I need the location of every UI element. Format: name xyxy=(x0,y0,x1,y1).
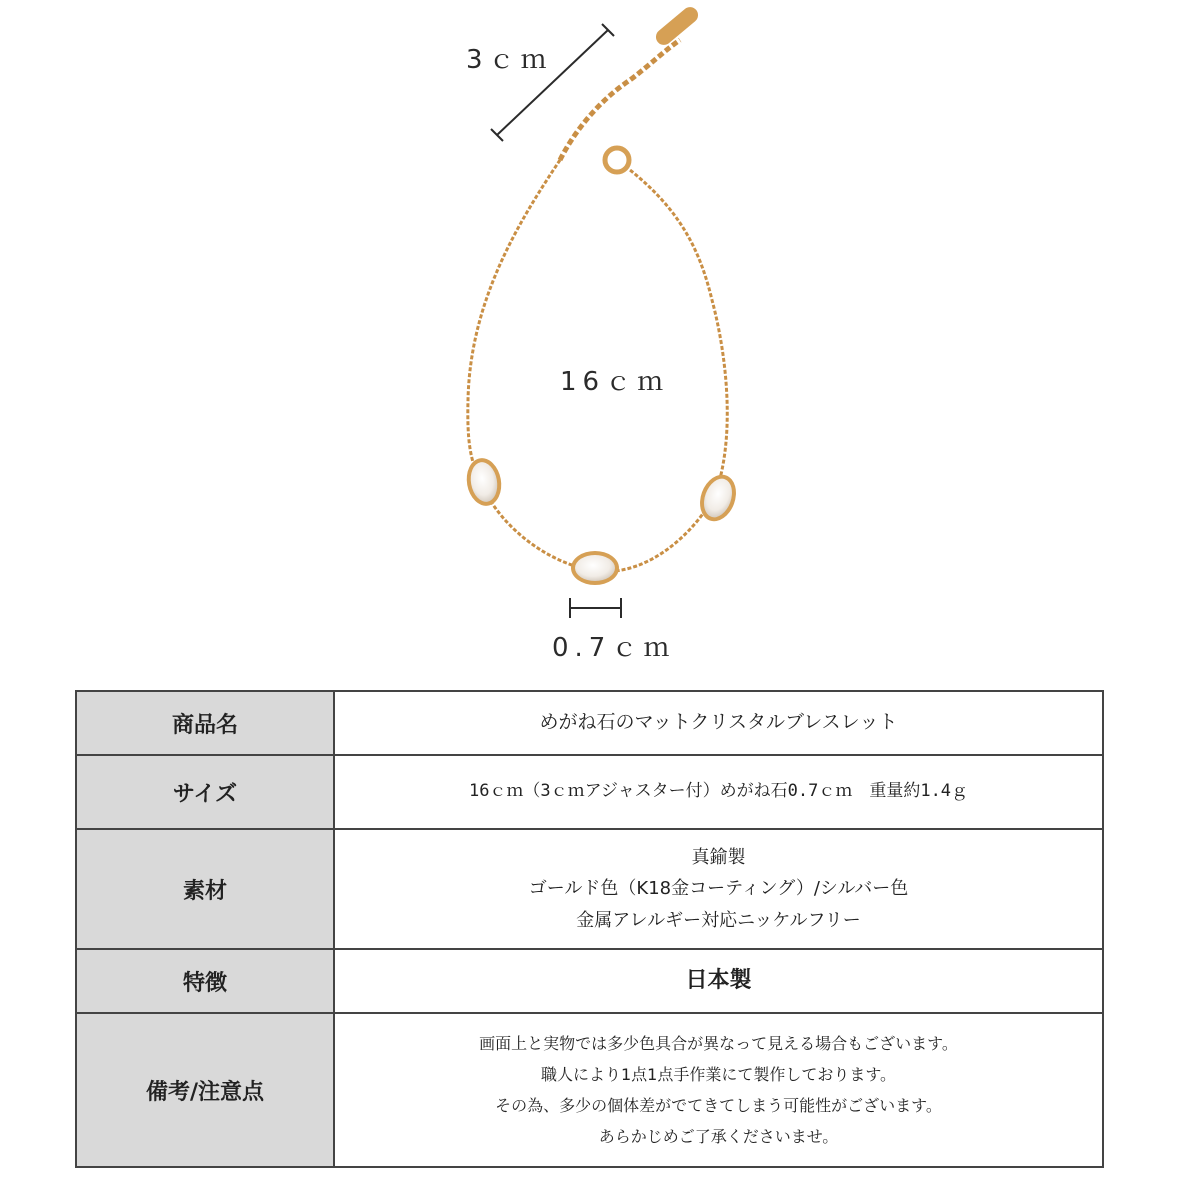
extender-dimension-line xyxy=(491,24,614,141)
spec-row-material xyxy=(77,830,1102,950)
spec-value-line: めがね石のマットクリスタルブレスレット xyxy=(539,711,898,734)
spec-table xyxy=(75,690,1104,1168)
spec-value-line: 職人により1点1点手作業にて製作しております。 xyxy=(540,1064,897,1084)
spec-label: 素材 xyxy=(77,830,335,948)
spec-value-line: 画面上と実物では多少色具合が異なって見える場合もございます。 xyxy=(479,1033,958,1053)
spec-value-line: ゴールド色（K18金コーティング）/シルバー色 xyxy=(528,878,909,900)
spec-value xyxy=(335,830,1102,948)
stone-left xyxy=(463,455,505,508)
spec-label: 商品名 xyxy=(77,692,335,754)
spec-value-line: あらかじめご了承くださいませ。 xyxy=(598,1127,839,1147)
brand-tag xyxy=(653,4,702,48)
spec-row-product-name xyxy=(77,692,1102,756)
spec-value-line: 金属アレルギー対応ニッケルフリー xyxy=(576,909,861,931)
spec-row-notes xyxy=(77,1014,1102,1166)
spec-row-size xyxy=(77,756,1102,830)
spec-value xyxy=(335,1014,1102,1166)
spring-ring-clasp xyxy=(605,148,629,172)
spec-label: サイズ xyxy=(77,756,335,828)
spec-value xyxy=(335,756,1102,828)
spec-row-features xyxy=(77,950,1102,1014)
spec-value-line: 真鍮製 xyxy=(691,846,746,868)
stone-size-label: 0.7ｃｍ xyxy=(552,633,676,663)
bracelet-chain xyxy=(468,160,727,572)
spec-value-line: 16ｃｍ（3ｃｍアジャスター付）めがね石0.7ｃｍ 重量約1.4ｇ xyxy=(468,781,969,802)
spec-value-line: その為、多少の個体差がでてきてしまう可能性がございます。 xyxy=(495,1096,942,1115)
bracelet-length-label: 16ｃｍ xyxy=(560,367,670,397)
extender-length-label: 3ｃｍ xyxy=(466,45,553,75)
spec-value xyxy=(335,692,1102,754)
stone-center xyxy=(571,551,619,585)
spec-value-line: 日本製 xyxy=(685,967,752,993)
spec-label: 備考/注意点 xyxy=(77,1014,335,1166)
spec-value xyxy=(335,950,1102,1012)
stone-dimension-line xyxy=(570,598,621,618)
spec-label: 特徴 xyxy=(77,950,335,1012)
